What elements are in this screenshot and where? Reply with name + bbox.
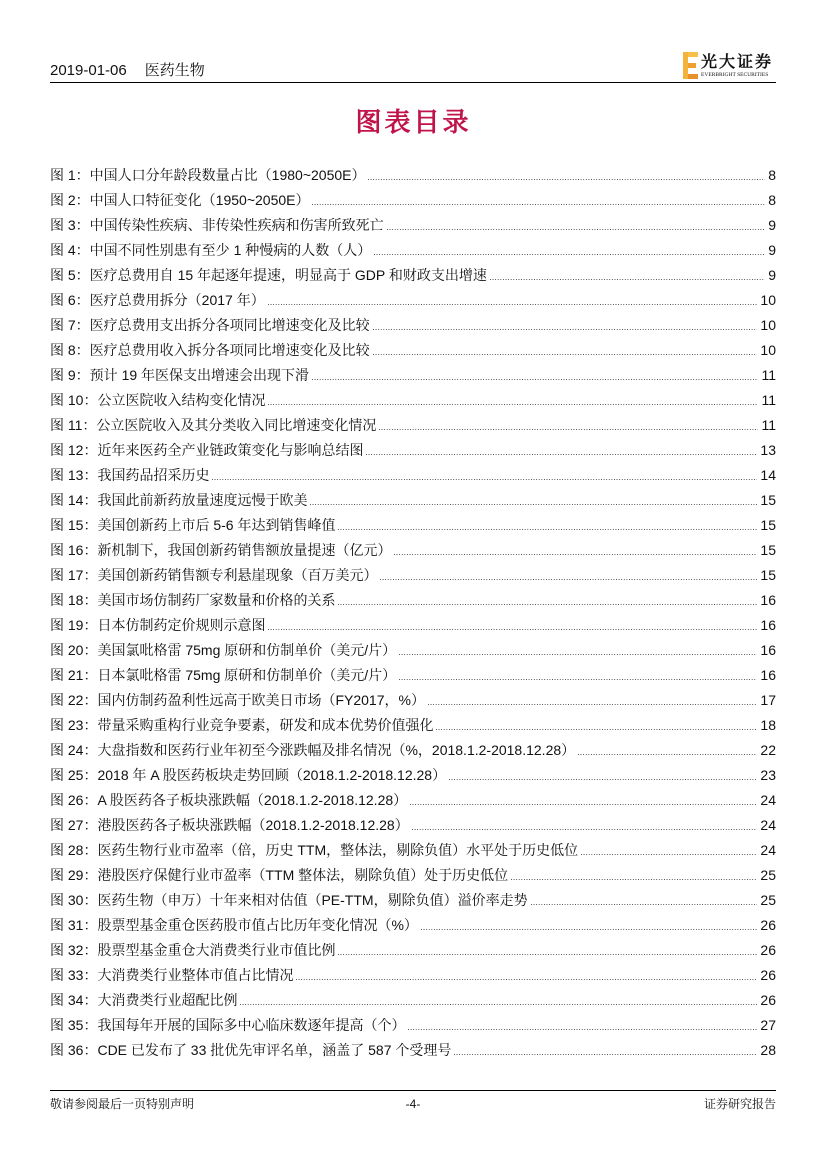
- toc-entry-label: 图 3：中国传染性疾病、非传染性疾病和伤害所致死亡: [50, 217, 384, 233]
- toc-entry-page: 18: [760, 717, 776, 733]
- toc-entry-label: 图 4：中国不同性别患有至少 1 种慢病的人数（人）: [50, 242, 372, 258]
- toc-entry[interactable]: [50, 963, 776, 988]
- toc-entry-label: 图 5：医疗总费用自 15 年起逐年提速，明显高于 GDP 和财政支出增速: [50, 267, 487, 283]
- toc-entry[interactable]: [50, 663, 776, 688]
- toc-entry-page: 13: [760, 442, 776, 458]
- report-date: 2019-01-06: [50, 62, 127, 79]
- toc-entry-page: 26: [760, 967, 776, 983]
- toc-entry-page: 16: [760, 642, 776, 658]
- toc-entry[interactable]: [50, 563, 776, 588]
- dot-leader: [268, 304, 758, 305]
- dot-leader: [531, 904, 758, 905]
- toc-entry-label: 图 29：港股医疗保健行业市盈率（TTM 整体法，剔除负值）处于历史低位: [50, 867, 509, 883]
- toc-entry[interactable]: [50, 1013, 776, 1038]
- dot-leader: [421, 929, 758, 930]
- toc-entry[interactable]: [50, 913, 776, 938]
- toc-entry-page: 25: [760, 867, 776, 883]
- dot-leader: [410, 804, 757, 805]
- toc-entry[interactable]: [50, 988, 776, 1013]
- dot-leader: [338, 954, 757, 955]
- dot-leader: [240, 1004, 757, 1005]
- toc-entry-label: 图 33：大消费类行业整体市值占比情况: [50, 967, 294, 983]
- toc-entry[interactable]: [50, 488, 776, 513]
- toc-entry-page: 24: [760, 792, 776, 808]
- toc-entry-label: 图 7：医疗总费用支出拆分各项同比增速变化及比较: [50, 317, 370, 333]
- toc-entry-label: 图 12：近年来医药全产业链政策变化与影响总结图: [50, 442, 364, 458]
- everbright-logo-icon: [683, 52, 699, 79]
- footer-page-number: -4-: [405, 1097, 421, 1111]
- toc-entry-label: 图 17：美国创新药销售额专利悬崖现象（百万美元）: [50, 567, 378, 583]
- toc-entry[interactable]: [50, 463, 776, 488]
- toc-entry-page: 16: [760, 667, 776, 683]
- toc-entry[interactable]: [50, 288, 776, 313]
- toc-entry-page: 11: [761, 392, 776, 408]
- dot-leader: [312, 379, 758, 380]
- toc-entry[interactable]: [50, 213, 776, 238]
- logo-name-en: EVERBRIGHT SECURITIES: [701, 72, 769, 78]
- toc-entry-label: 图 14：我国此前新药放量速度远慢于欧美: [50, 492, 308, 508]
- dot-leader: [511, 879, 757, 880]
- toc-entry-page: 9: [768, 267, 776, 283]
- toc-entry-page: 23: [760, 767, 776, 783]
- dot-leader: [436, 729, 757, 730]
- toc-entry-label: 图 30：医药生物（申万）十年来相对估值（PE-TTM，剔除负值）溢价率走势: [50, 892, 528, 908]
- toc-entry-label: 图 6：医疗总费用拆分（2017 年）: [50, 292, 265, 308]
- dot-leader: [268, 404, 758, 405]
- toc-entry-page: 16: [760, 592, 776, 608]
- toc-entry-page: 26: [760, 917, 776, 933]
- toc-entry[interactable]: [50, 788, 776, 813]
- toc-entry[interactable]: [50, 538, 776, 563]
- dot-leader: [373, 354, 758, 355]
- report-sector: 医药生物: [144, 62, 205, 79]
- dot-leader: [366, 454, 757, 455]
- toc-entry-page: 24: [760, 842, 776, 858]
- toc-entry-label: 图 23：带量采购重构行业竞争要素，研发和成本优势价值强化: [50, 717, 434, 733]
- toc-entry[interactable]: [50, 238, 776, 263]
- dot-leader: [268, 629, 757, 630]
- dot-leader: [374, 254, 765, 255]
- toc-entry-label: 图 22：国内仿制药盈利性远高于欧美日市场（FY2017，%）: [50, 692, 425, 708]
- toc-entry-page: 17: [760, 692, 776, 708]
- toc-entry[interactable]: [50, 888, 776, 913]
- toc-entry[interactable]: [50, 413, 776, 438]
- toc-entry-label: 图 25：2018 年 A 股医药板块走势回顾（2018.1.2-2018.12.28）: [50, 767, 447, 783]
- toc-entry[interactable]: [50, 938, 776, 963]
- toc-entry-label: 图 13：我国药品招采历史: [50, 467, 210, 483]
- toc-entry[interactable]: [50, 188, 776, 213]
- toc-entry-label: 图 20：美国氯吡格雷 75mg 原研和仿制单价（美元/片）: [50, 642, 397, 658]
- toc-entry[interactable]: [50, 813, 776, 838]
- toc-entry-page: 28: [760, 1042, 776, 1058]
- toc-entry-label: 图 24：大盘指数和医药行业年初至今涨跌幅及排名情况（%，2018.1.2-2018.12.28）: [50, 742, 576, 758]
- toc-entry-label: 图 16：新机制下，我国创新药销售额放量提速（亿元）: [50, 542, 392, 558]
- toc-entry[interactable]: [50, 863, 776, 888]
- toc-entry-page: 9: [768, 242, 776, 258]
- toc-entry-label: 图 31：股票型基金重仓医药股市值占比历年变化情况（%）: [50, 917, 418, 933]
- dot-leader: [399, 654, 757, 655]
- toc-entry-label: 图 21：日本氯吡格雷 75mg 原研和仿制单价（美元/片）: [50, 667, 397, 683]
- toc-entry-label: 图 15：美国创新药上市后 5-6 年达到销售峰值: [50, 517, 336, 533]
- toc-entry[interactable]: [50, 588, 776, 613]
- toc-entry-page: 15: [760, 517, 776, 533]
- dot-leader: [310, 504, 757, 505]
- toc-entry-label: 图 2：中国人口特征变化（1950~2050E）: [50, 192, 310, 208]
- toc-entry[interactable]: [50, 388, 776, 413]
- footer-disclaimer: 敬请参阅最后一页特别声明: [50, 1097, 195, 1111]
- figure-list: [50, 163, 776, 1063]
- toc-entry-label: 图 10：公立医院收入结构变化情况: [50, 392, 266, 408]
- toc-entry-label: 图 1：中国人口分年龄段数量占比（1980~2050E）: [50, 167, 366, 183]
- toc-entry-label: 图 19：日本仿制药定价规则示意图: [50, 617, 266, 633]
- toc-entry-label: 图 32：股票型基金重仓大消费类行业市值比例: [50, 942, 336, 958]
- footer-divider: [50, 1090, 776, 1091]
- toc-entry[interactable]: [50, 338, 776, 363]
- footer-report-type: 证券研究报告: [703, 1097, 776, 1111]
- dot-leader: [338, 604, 757, 605]
- toc-entry-page: 16: [760, 617, 776, 633]
- dot-leader: [368, 179, 765, 180]
- toc-entry[interactable]: [50, 738, 776, 763]
- dot-leader: [373, 329, 758, 330]
- dot-leader: [428, 704, 757, 705]
- toc-entry-label: 图 27：港股医药各子板块涨跌幅（2018.1.2-2018.12.28）: [50, 817, 409, 833]
- toc-entry-label: 图 18：美国市场仿制药厂家数量和价格的关系: [50, 592, 336, 608]
- toc-entry[interactable]: [50, 713, 776, 738]
- toc-entry-label: 图 8：医疗总费用收入拆分各项同比增速变化及比较: [50, 342, 370, 358]
- toc-entry[interactable]: [50, 763, 776, 788]
- dot-leader: [380, 579, 757, 580]
- dot-leader: [338, 529, 757, 530]
- dot-leader: [212, 479, 757, 480]
- toc-entry-label: 图 35：我国每年开展的国际多中心临床数逐年提高（个）: [50, 1017, 406, 1033]
- toc-entry[interactable]: [50, 513, 776, 538]
- toc-entry-page: 10: [760, 317, 776, 333]
- toc-entry-label: 图 34：大消费类行业超配比例: [50, 992, 238, 1008]
- toc-entry[interactable]: [50, 163, 776, 188]
- dot-leader: [379, 429, 758, 430]
- dot-leader: [399, 679, 757, 680]
- toc-entry[interactable]: [50, 638, 776, 663]
- toc-entry-page: 9: [768, 217, 776, 233]
- toc-entry-page: 15: [760, 492, 776, 508]
- toc-entry-page: 27: [760, 1017, 776, 1033]
- dot-leader: [312, 204, 765, 205]
- toc-entry-page: 11: [761, 367, 776, 383]
- toc-entry-page: 22: [760, 742, 776, 758]
- running-header: [50, 62, 205, 80]
- dot-leader: [454, 1054, 757, 1055]
- toc-entry-page: 15: [760, 567, 776, 583]
- toc-entry[interactable]: [50, 438, 776, 463]
- toc-entry-page: 8: [768, 167, 776, 183]
- logo-name-cn: 光大证券: [701, 52, 774, 71]
- toc-entry-page: 14: [760, 467, 776, 483]
- company-logo: [683, 52, 777, 80]
- dot-leader: [578, 754, 757, 755]
- dot-leader: [296, 979, 757, 980]
- dot-leader: [412, 829, 758, 830]
- toc-entry[interactable]: [50, 1038, 776, 1063]
- header-divider: [50, 82, 776, 83]
- toc-entry-page: 15: [760, 542, 776, 558]
- toc-entry-page: 26: [760, 992, 776, 1008]
- dot-leader: [394, 554, 757, 555]
- toc-entry-label: 图 36：CDE 已发布了 33 批优先审评名单，涵盖了 587 个受理号: [50, 1042, 452, 1058]
- toc-entry-page: 8: [768, 192, 776, 208]
- toc-entry-label: 图 26：A 股医药各子板块涨跌幅（2018.1.2-2018.12.28）: [50, 792, 408, 808]
- toc-entry-page: 24: [760, 817, 776, 833]
- toc-entry-page: 11: [761, 417, 776, 433]
- toc-entry-page: 25: [760, 892, 776, 908]
- toc-entry[interactable]: [50, 313, 776, 338]
- dot-leader: [387, 229, 766, 230]
- dot-leader: [490, 279, 765, 280]
- toc-entry-label: 图 11：公立医院收入及其分类收入同比增速变化情况: [50, 417, 377, 433]
- toc-entry-page: 10: [760, 292, 776, 308]
- toc-entry-label: 图 9：预计 19 年医保支出增速会出现下滑: [50, 367, 310, 383]
- dot-leader: [581, 854, 757, 855]
- toc-entry-page: 26: [760, 942, 776, 958]
- page-title: 图表目录: [355, 108, 472, 138]
- dot-leader: [408, 1029, 757, 1030]
- toc-entry[interactable]: [50, 688, 776, 713]
- toc-entry[interactable]: [50, 363, 776, 388]
- toc-entry[interactable]: [50, 263, 776, 288]
- toc-entry[interactable]: [50, 613, 776, 638]
- toc-entry[interactable]: [50, 838, 776, 863]
- dot-leader: [449, 779, 757, 780]
- toc-entry-label: 图 28：医药生物行业市盈率（倍，历史 TTM，整体法，剔除负值）水平处于历史低位: [50, 842, 579, 858]
- running-footer: [50, 1096, 776, 1112]
- toc-entry-page: 10: [760, 342, 776, 358]
